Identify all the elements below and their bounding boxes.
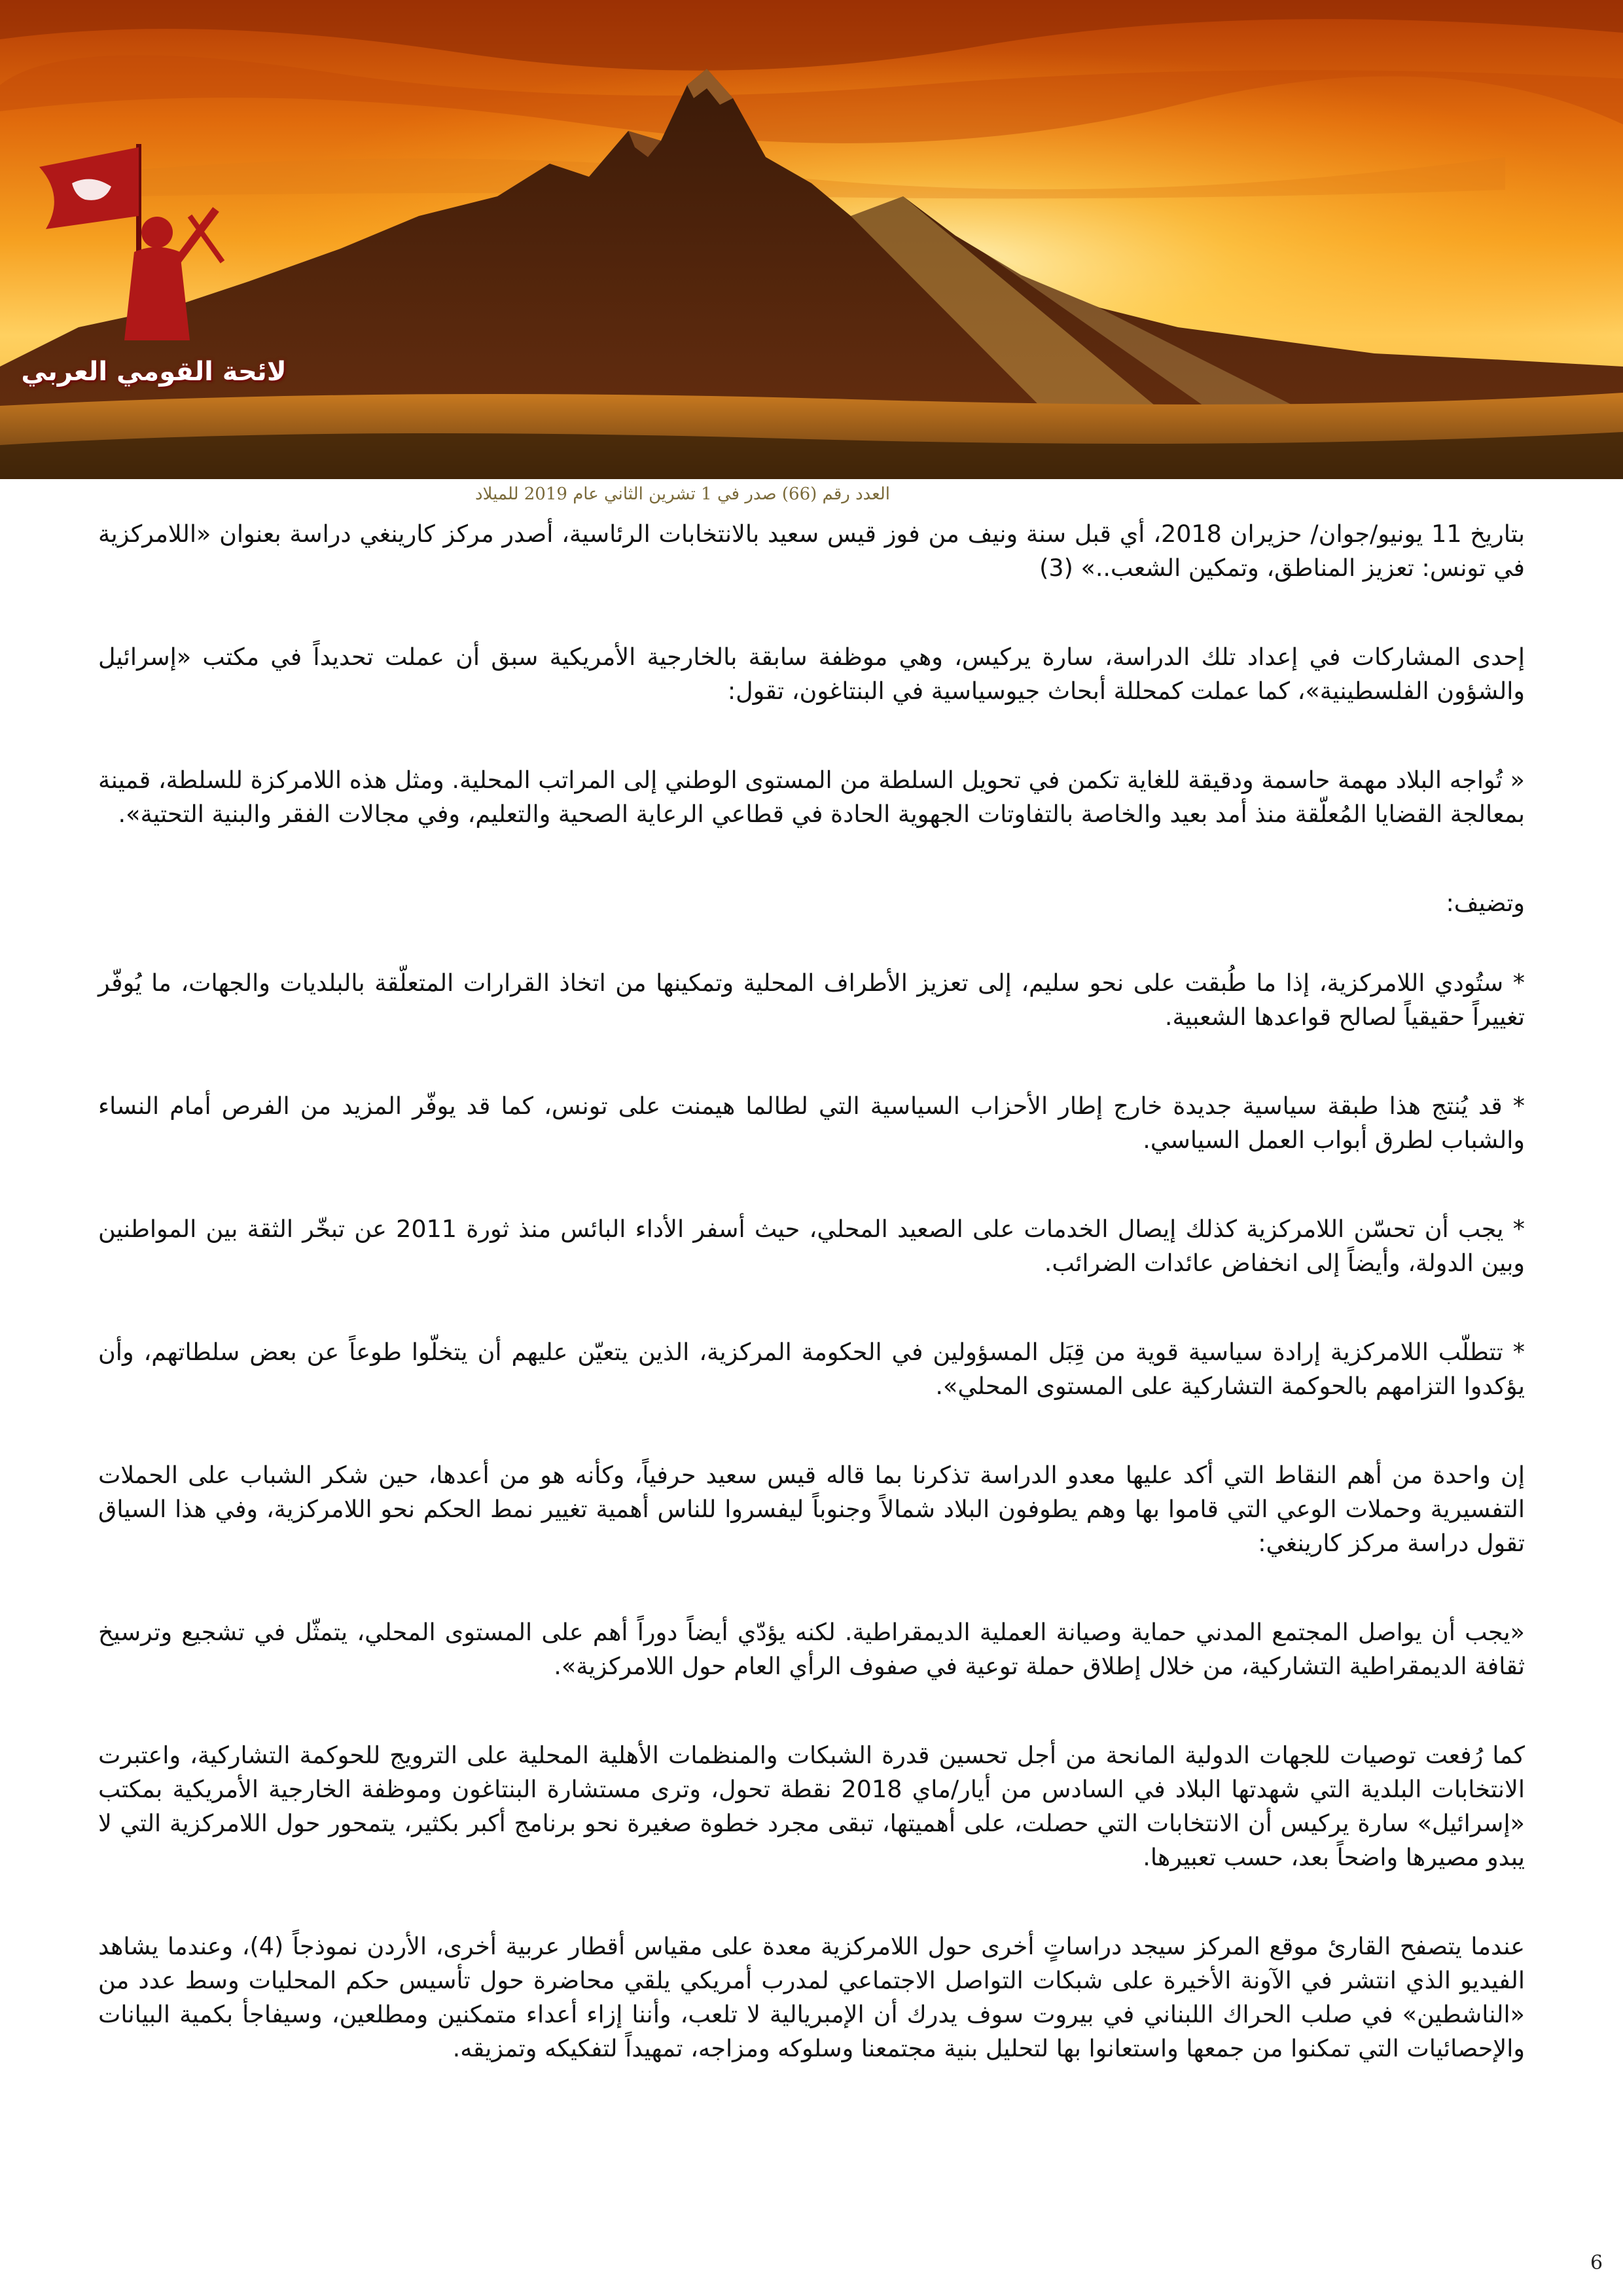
paragraph: « تُواجه البلاد مهمة حاسمة ودقيقة للغاية تكمن في تحويل السلطة من المستوى الوطني إلى المراتب المحلية. ومثل هذه اللامركزة للسلطة، قمينة بمعالجة القضايا المُعلّقة منذ أمد بعيد والخاصة بالتفاوتات الجهوية الحادة في قطاعي الرعاية الصحية والتعليم، وفي مجالات الفقر والبنية التحتية». xyxy=(98,766,1525,828)
paragraph: * قد يُنتج هذا طبقة سياسية جديدة خارج إطار الأحزاب السياسية التي لطالما هيمنت على تونس، كما قد يوفّر المزيد من الفرص أمام النساء والشباب لطرق أبواب العمل السياسي. xyxy=(98,1092,1525,1154)
paragraph: عندما يتصفح القارئ موقع المركز سيجد دراساتٍ أخرى حول اللامركزية معدة على مقياس أقطار عربية أخرى، الأردن نموذجاً (4)، وعندما يشاهد الفيديو الذي انتشر في الآونة الأخيرة على شبكات التواصل الاجتماعي لمدرب أمريكي يلقي محاضرة حول تأسيس حكم المحليات وسط عدد من «الناشطين» في صلب الحراك اللبناني في بيروت سوف يدرك أن الإمبريالية لا تلعب، وأننا إزاء أعداء متمكنين ومطلعين، وسيفاجأ بكمية البيانات والإحصائيات التي تمكنوا من جمعها واستعانوا بها لتحليل بنية مجتمعنا وسلوكه ومزاجه، تمهيداً لتفكيكه وتمزيقه. xyxy=(98,1932,1525,2062)
issue-info: العدد رقم (66) صدر في 1 تشرين الثاني عام 2019 للميلاد xyxy=(475,484,890,504)
paragraph: وتضيف: xyxy=(1446,889,1525,917)
paragraph: * تتطلّب اللامركزية إرادة سياسية قوية من قِبَل المسؤولين في الحكومة المركزية، الذين يتعيّن عليهم أن يتخلّوا طوعاً عن بعض سلطاتهم، وأن يؤكدوا التزامهم بالحوكمة التشاركية على المستوى المحلي». xyxy=(98,1338,1525,1400)
paragraph: «يجب أن يواصل المجتمع المدني حماية وصيانة العملية الديمقراطية. لكنه يؤدّي أيضاً دوراً أهم على المستوى المحلي، يتمثّل في تشجيع وترسيخ ثقافة الديمقراطية التشاركية، من خلال إطلاق حملة توعية في صفوف الرأي العام حول اللامركزية». xyxy=(98,1618,1525,1680)
paragraph: * يجب أن تحسّن اللامركزية كذلك إيصال الخدمات على الصعيد المحلي، حيث أسفر الأداء البائس منذ ثورة 2011 عن تبخّر الثقة بين المواطنين وبين الدولة، وأيضاً إلى انخفاض عائدات الضرائب. xyxy=(98,1215,1525,1277)
header-banner xyxy=(0,0,1623,479)
sunset-mountains-image xyxy=(0,0,1623,479)
paragraph: إن واحدة من أهم النقاط التي أكد عليها معدو الدراسة تذكرنا بما قاله قيس سعيد حرفياً، وكأنه هو من أعدها، حين شكر الشباب على الحملات التفسيرية وحملات الوعي التي قاموا بها وهم يطوفون البلاد شمالاً وجنوباً ليفسروا للناس أهمية تغيير نمط الحكم نحو اللامركزية، وفي هذا السياق تقول دراسة مركز كارينغي: xyxy=(98,1461,1525,1557)
paragraph: كما رُفعت توصيات للجهات الدولية المانحة من أجل تحسين قدرة الشبكات والمنظمات الأهلية المحلية على الترويج للحوكمة التشاركية، واعتبرت الانتخابات البلدية التي شهدتها البلاد في السادس من أيار/ماي 2018 نقطة تحول، وترى مستشارة البنتاغون وموظفة الخارجية الأمريكية بمكتب «إسرائيل» سارة يركيس أن الانتخابات التي حصلت، على أهميتها، تبقى مجرد خطوة صغيرة نحو برنامج أكبر بكثير، يتمحور حول اللامركزية التي لا يبدو مصيرها واضحاً بعد، حسب تعبيرها. xyxy=(98,1741,1525,1871)
paragraph: إحدى المشاركات في إعداد تلك الدراسة، سارة يركيس، وهي موظفة سابقة بالخارجية الأمريكية سبق أن عملت تحديداً في مكتب «إسرائيل والشؤون الفلسطينية»، كما عملت كمحللة أبحاث جيوسياسية في البنتاغون، تقول: xyxy=(98,643,1525,705)
page-number: 6 xyxy=(1590,2251,1603,2274)
logo-text: لائحة القومي العربي xyxy=(21,357,287,387)
article-body xyxy=(98,517,1525,2121)
paragraph: بتاريخ 11 يونيو/جوان/ حزيران 2018، أي قبل سنة ونيف من فوز قيس سعيد بالانتخابات الرئاسية، أصدر مركز كارينغي دراسة بعنوان «اللامركزية في تونس: تعزيز المناطق، وتمكين الشعب..» (3) xyxy=(98,520,1525,582)
paragraph: * ستُودي اللامركزية، إذا ما طُبقت على نحو سليم، إلى تعزيز الأطراف المحلية وتمكينها من اتخاذ القرارات المتعلّقة بالبلديات والجهات، ما يُوفّر تغييراً حقيقياً لصالح قواعدها الشعبية. xyxy=(98,969,1525,1031)
